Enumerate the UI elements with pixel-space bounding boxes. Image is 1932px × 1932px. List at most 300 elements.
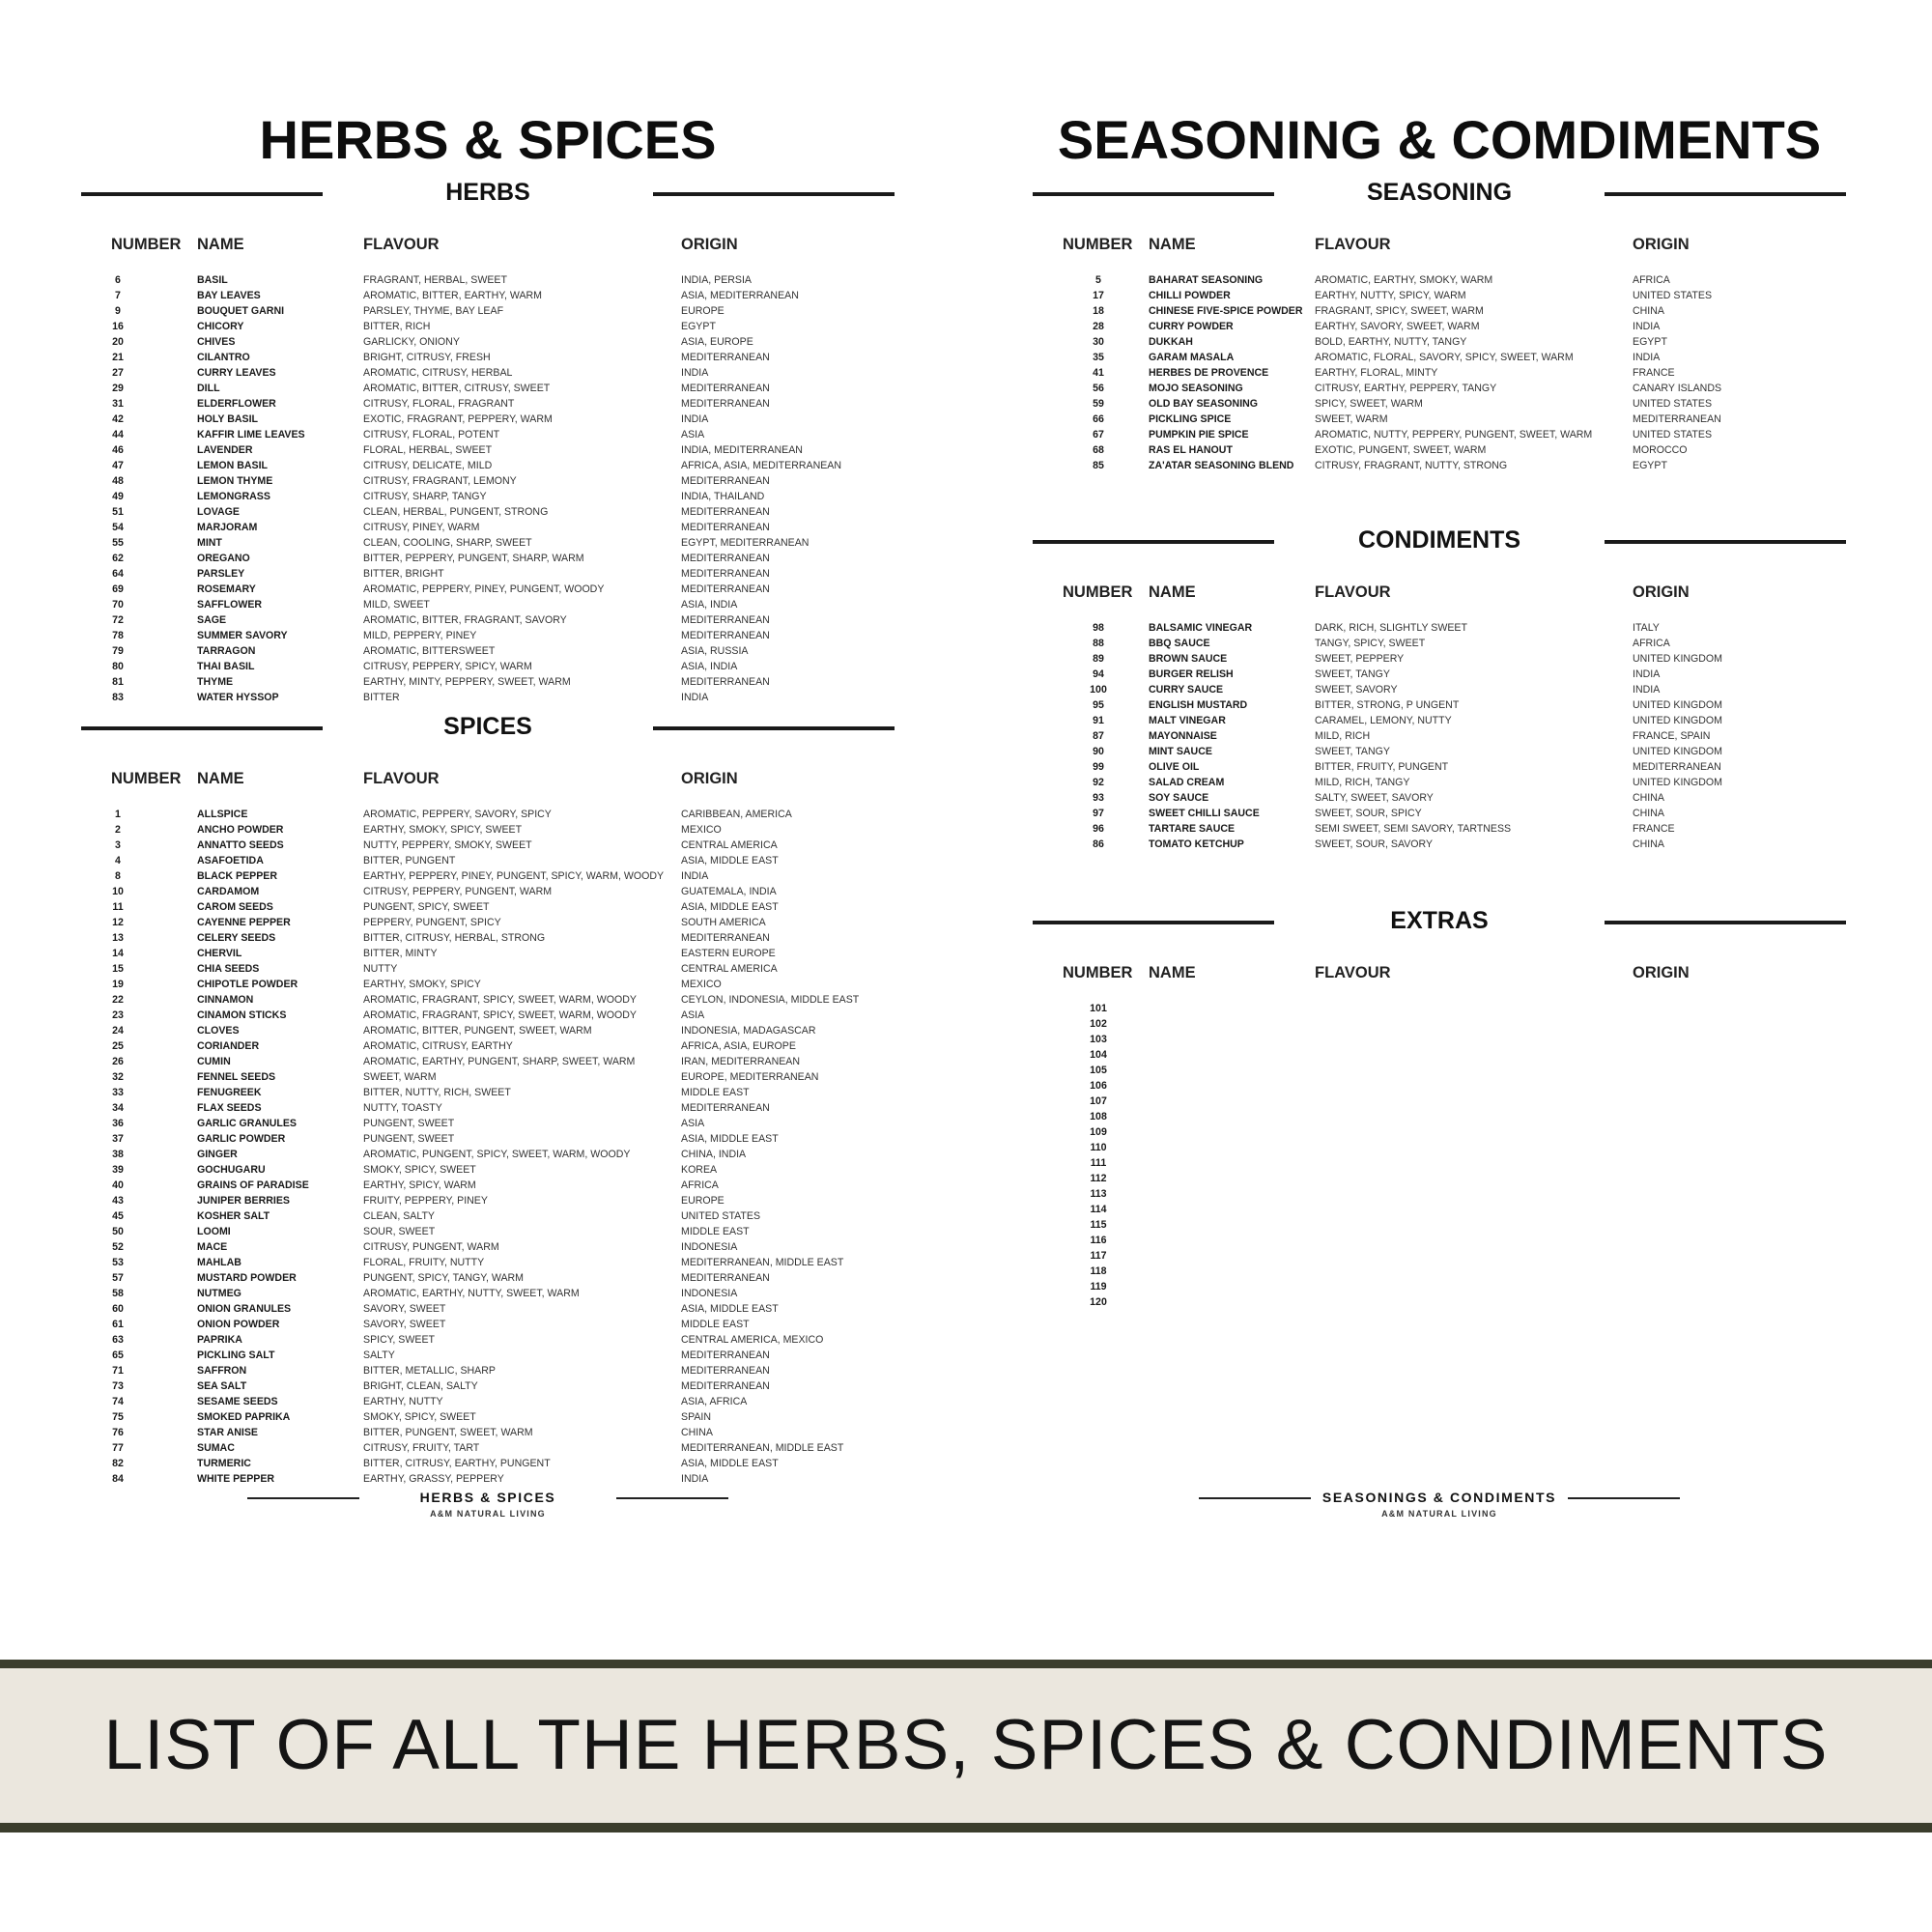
divider-line: [616, 1497, 728, 1499]
row-name: PICKLING SPICE: [1149, 413, 1232, 425]
row-flavour: BITTER, CITRUSY, EARTHY, PUNGENT: [363, 1458, 551, 1469]
row-origin: INDIA, PERSIA: [681, 274, 752, 286]
row-name: LEMONGRASS: [197, 491, 270, 502]
row-number: 52: [112, 1241, 124, 1253]
footer-title: HERBS & SPICES: [419, 1490, 556, 1505]
row-name: TOMATO KETCHUP: [1149, 838, 1244, 850]
row-flavour: CITRUSY, FRAGRANT, NUTTY, STRONG: [1315, 460, 1508, 471]
table-row: [68, 1008, 908, 1023]
row-flavour: SAVORY, SWEET: [363, 1319, 446, 1330]
row-number: 84: [112, 1473, 124, 1485]
row-origin: ASIA, EUROPE: [681, 336, 753, 348]
row-number: 101: [1090, 1003, 1107, 1014]
section-title-spices: SPICES: [443, 713, 532, 740]
row-name: SAGE: [197, 614, 227, 626]
row-number: 37: [112, 1133, 124, 1145]
row-name: SALAD CREAM: [1149, 777, 1225, 788]
row-flavour: AROMATIC, BITTER, PUNGENT, SWEET, WARM: [363, 1025, 592, 1037]
row-number: 62: [112, 553, 124, 564]
row-name: FLAX SEEDS: [197, 1102, 262, 1114]
table-row: [68, 1100, 908, 1116]
column-header-flavour: FLAVOUR: [1315, 583, 1391, 601]
row-number: 22: [112, 994, 124, 1006]
row-number: 48: [112, 475, 124, 487]
row-origin: SPAIN: [681, 1411, 712, 1423]
row-number: 46: [112, 444, 124, 456]
row-name: CURRY POWDER: [1149, 321, 1234, 332]
row-number: 98: [1093, 622, 1104, 634]
column-headers: [1019, 958, 1860, 987]
row-flavour: AROMATIC, BITTER, CITRUSY, SWEET: [363, 383, 551, 394]
row-number: 36: [112, 1118, 124, 1129]
row-name: BURGER RELISH: [1149, 668, 1234, 680]
row-flavour: CARAMEL, LEMONY, NUTTY: [1315, 715, 1452, 726]
row-origin: CEYLON, INDONESIA, MIDDLE EAST: [681, 994, 860, 1006]
row-number: 44: [112, 429, 124, 440]
row-name: CLOVES: [197, 1025, 240, 1037]
row-name: STAR ANISE: [197, 1427, 258, 1438]
row-number: 96: [1093, 823, 1104, 835]
row-origin: FRANCE, SPAIN: [1633, 730, 1711, 742]
table-row: [68, 350, 908, 365]
row-origin: ASIA, MIDDLE EAST: [681, 1303, 779, 1315]
row-flavour: TANGY, SPICY, SWEET: [1315, 638, 1426, 649]
table-row: [68, 272, 908, 288]
row-number: 18: [1093, 305, 1104, 317]
row-flavour: CITRUSY, PEPPERY, PUNGENT, WARM: [363, 886, 553, 897]
row-number: 26: [112, 1056, 124, 1067]
row-flavour: BITTER, PUNGENT: [363, 855, 456, 867]
row-name: ANCHO POWDER: [197, 824, 284, 836]
table-row: [68, 1456, 908, 1471]
table-row: [1019, 806, 1860, 821]
row-name: SUMMER SAVORY: [197, 630, 288, 641]
row-origin: INDIA: [681, 692, 709, 703]
table-row: [68, 551, 908, 566]
row-number: 76: [112, 1427, 124, 1438]
row-origin: ASIA, AFRICA: [681, 1396, 748, 1407]
row-number: 108: [1090, 1111, 1107, 1122]
table-row: [1019, 620, 1860, 636]
row-number: 47: [112, 460, 124, 471]
row-origin: MEDITERRANEAN: [681, 352, 770, 363]
row-name: PAPRIKA: [197, 1334, 242, 1346]
row-name: CAROM SEEDS: [197, 901, 273, 913]
row-origin: MEDITERRANEAN: [681, 475, 770, 487]
row-flavour: SOUR, SWEET: [363, 1226, 436, 1237]
row-flavour: BITTER, MINTY: [363, 948, 438, 959]
row-flavour: AROMATIC, PUNGENT, SPICY, SWEET, WARM, WOODY: [363, 1149, 631, 1160]
row-number: 72: [112, 614, 124, 626]
row-flavour: NUTTY, PEPPERY, SMOKY, SWEET: [363, 839, 532, 851]
row-flavour: SWEET, WARM: [1315, 413, 1388, 425]
row-origin: UNITED KINGDOM: [1633, 777, 1722, 788]
row-flavour: MILD, RICH: [1315, 730, 1371, 742]
row-flavour: SEMI SWEET, SEMI SAVORY, TARTNESS: [1315, 823, 1512, 835]
table-row: [68, 977, 908, 992]
row-number: 3: [115, 839, 121, 851]
row-number: 15: [112, 963, 124, 975]
row-origin: MEDITERRANEAN: [681, 553, 770, 564]
row-flavour: SPICY, SWEET: [363, 1334, 435, 1346]
table-row: [68, 1255, 908, 1270]
row-name: SAFFRON: [197, 1365, 247, 1377]
row-origin: ASIA, RUSSIA: [681, 645, 749, 657]
table-row: [1019, 667, 1860, 682]
row-number: 87: [1093, 730, 1104, 742]
row-name: MINT: [197, 537, 222, 549]
section-title-seasoning: SEASONING: [1366, 179, 1513, 206]
row-flavour: AROMATIC, FRAGRANT, SPICY, SWEET, WARM, WOODY: [363, 994, 637, 1006]
table-row: [1019, 1294, 1860, 1310]
row-origin: CENTRAL AMERICA, MEXICO: [681, 1334, 824, 1346]
row-number: 102: [1090, 1018, 1107, 1030]
row-origin: AFRICA: [1633, 274, 1670, 286]
row-origin: MIDDLE EAST: [681, 1226, 750, 1237]
row-flavour: BITTER, NUTTY, RICH, SWEET: [363, 1087, 511, 1098]
column-header-name: NAME: [1149, 964, 1196, 981]
row-flavour: CITRUSY, PUNGENT, WARM: [363, 1241, 499, 1253]
row-number: 91: [1093, 715, 1104, 726]
row-name: BLACK PEPPER: [197, 870, 277, 882]
table-row: [1019, 1279, 1860, 1294]
row-flavour: EARTHY, SAVORY, SWEET, WARM: [1315, 321, 1480, 332]
table-row: [68, 1239, 908, 1255]
row-name: TURMERIC: [197, 1458, 251, 1469]
row-number: 88: [1093, 638, 1104, 649]
row-number: 1: [115, 809, 121, 820]
table-row: [68, 1270, 908, 1286]
row-name: JUNIPER BERRIES: [197, 1195, 290, 1207]
row-name: MALT VINEGAR: [1149, 715, 1226, 726]
table-row: [68, 381, 908, 396]
row-flavour: EARTHY, NUTTY, SPICY, WARM: [1315, 290, 1466, 301]
row-name: CHIVES: [197, 336, 236, 348]
row-number: 9: [115, 305, 121, 317]
table-row: [1019, 713, 1860, 728]
table-row: [1019, 1217, 1860, 1233]
row-name: ROSEMARY: [197, 583, 256, 595]
row-origin: EGYPT: [1633, 460, 1667, 471]
row-flavour: AROMATIC, BITTERSWEET: [363, 645, 496, 657]
row-number: 10: [112, 886, 124, 897]
row-flavour: SALTY, SWEET, SAVORY: [1315, 792, 1434, 804]
row-number: 54: [112, 522, 124, 533]
row-name: THYME: [197, 676, 234, 688]
row-flavour: BITTER, METALLIC, SHARP: [363, 1365, 496, 1377]
table-row: [68, 946, 908, 961]
row-number: 68: [1093, 444, 1104, 456]
row-origin: EGYPT, MEDITERRANEAN: [681, 537, 810, 549]
row-origin: MEDITERRANEAN: [681, 1272, 770, 1284]
table-row: [1019, 272, 1860, 288]
table-row: [1019, 651, 1860, 667]
row-number: 42: [112, 413, 124, 425]
row-origin: UNITED KINGDOM: [1633, 653, 1722, 665]
row-name: CORIANDER: [197, 1040, 260, 1052]
row-origin: MEDITERRANEAN: [1633, 413, 1721, 425]
row-name: CHIPOTLE POWDER: [197, 979, 298, 990]
row-flavour: FLORAL, FRUITY, NUTTY: [363, 1257, 485, 1268]
row-name: ONION POWDER: [197, 1319, 280, 1330]
column-header-flavour: FLAVOUR: [363, 770, 440, 787]
row-number: 120: [1090, 1296, 1107, 1308]
row-flavour: NUTTY, TOASTY: [363, 1102, 442, 1114]
row-flavour: SMOKY, SPICY, SWEET: [363, 1164, 476, 1176]
page-title: SEASONING & COMDIMENTS: [1057, 109, 1822, 170]
row-flavour: BITTER: [363, 692, 400, 703]
column-header-origin: ORIGIN: [1633, 236, 1690, 253]
row-origin: INDONESIA, MADAGASCAR: [681, 1025, 816, 1037]
table-row: [68, 319, 908, 334]
table-row: [68, 412, 908, 427]
row-number: 6: [115, 274, 121, 286]
row-number: 73: [112, 1380, 124, 1392]
table-row: [68, 1147, 908, 1162]
table-row: [68, 930, 908, 946]
table-row: [1019, 1032, 1860, 1047]
row-number: 66: [1093, 413, 1104, 425]
row-origin: INDIA, MEDITERRANEAN: [681, 444, 803, 456]
table-row: [68, 1409, 908, 1425]
row-number: 59: [1093, 398, 1104, 410]
table-row: [1019, 1124, 1860, 1140]
row-origin: FRANCE: [1633, 367, 1675, 379]
row-name: MUSTARD POWDER: [197, 1272, 297, 1284]
row-flavour: CITRUSY, FLORAL, POTENT: [363, 429, 500, 440]
column-headers: [1019, 578, 1860, 607]
spices-section: [68, 708, 908, 1487]
row-flavour: SWEET, TANGY: [1315, 746, 1390, 757]
row-number: 25: [112, 1040, 124, 1052]
herbs-table: [68, 272, 908, 705]
row-name: ZA'ATAR SEASONING BLEND: [1149, 460, 1294, 471]
row-name: MOJO SEASONING: [1149, 383, 1243, 394]
row-name: BBQ SAUCE: [1149, 638, 1210, 649]
row-origin: MEDITERRANEAN: [681, 506, 770, 518]
table-row: [68, 1286, 908, 1301]
row-flavour: EARTHY, NUTTY: [363, 1396, 443, 1407]
table-row: [1019, 1233, 1860, 1248]
row-flavour: EARTHY, PEPPERY, PINEY, PUNGENT, SPICY, WARM, WOODY: [363, 870, 665, 882]
row-flavour: EXOTIC, FRAGRANT, PEPPERY, WARM: [363, 413, 553, 425]
herbs-spices-page: [68, 0, 908, 1519]
row-name: LOOMI: [197, 1226, 231, 1237]
table-row: [1019, 1094, 1860, 1109]
row-origin: ASIA, MEDITERRANEAN: [681, 290, 799, 301]
table-row: [1019, 1155, 1860, 1171]
row-flavour: CITRUSY, DELICATE, MILD: [363, 460, 493, 471]
row-origin: CENTRAL AMERICA: [681, 963, 778, 975]
row-origin: MEDITERRANEAN: [681, 614, 770, 626]
row-name: KOSHER SALT: [197, 1210, 270, 1222]
table-row: [68, 961, 908, 977]
row-name: SWEET CHILLI SAUCE: [1149, 808, 1260, 819]
row-name: MARJORAM: [197, 522, 258, 533]
table-row: [68, 396, 908, 412]
table-row: [68, 1069, 908, 1085]
table-row: [68, 992, 908, 1008]
row-number: 111: [1090, 1157, 1107, 1169]
row-origin: INDIA, THAILAND: [681, 491, 765, 502]
row-name: CHIA SEEDS: [197, 963, 260, 975]
row-origin: ASIA: [681, 1009, 705, 1021]
row-name: NUTMEG: [197, 1288, 242, 1299]
row-flavour: BITTER, CITRUSY, HERBAL, STRONG: [363, 932, 546, 944]
row-origin: ASIA, MIDDLE EAST: [681, 1133, 779, 1145]
row-flavour: SMOKY, SPICY, SWEET: [363, 1411, 476, 1423]
row-name: SUMAC: [197, 1442, 235, 1454]
row-name: OREGANO: [197, 553, 250, 564]
row-number: 90: [1093, 746, 1104, 757]
table-row: [68, 1085, 908, 1100]
row-number: 13: [112, 932, 124, 944]
row-flavour: AROMATIC, CITRUSY, HERBAL: [363, 367, 513, 379]
row-origin: MEDITERRANEAN: [681, 1102, 770, 1114]
row-name: FENUGREEK: [197, 1087, 262, 1098]
herbs-section: [68, 174, 908, 705]
extras-section: [1019, 902, 1860, 1310]
row-origin: EGYPT: [1633, 336, 1667, 348]
row-number: 95: [1093, 699, 1104, 711]
table-row: [68, 1378, 908, 1394]
column-headers: [68, 230, 908, 259]
table-row: [1019, 1109, 1860, 1124]
table-row: [1019, 442, 1860, 458]
row-origin: MEDITERRANEAN: [681, 383, 770, 394]
row-origin: AFRICA: [1633, 638, 1670, 649]
row-name: ONION GRANULES: [197, 1303, 292, 1315]
row-flavour: SALTY: [363, 1350, 395, 1361]
table-row: [1019, 837, 1860, 852]
table-row: [68, 1317, 908, 1332]
row-origin: INDONESIA: [681, 1241, 738, 1253]
row-origin: EASTERN EUROPE: [681, 948, 776, 959]
row-origin: KOREA: [681, 1164, 718, 1176]
row-name: CINAMON STICKS: [197, 1009, 287, 1021]
row-flavour: EARTHY, SMOKY, SPICY: [363, 979, 481, 990]
row-origin: CENTRAL AMERICA: [681, 839, 778, 851]
row-flavour: SWEET, TANGY: [1315, 668, 1390, 680]
row-origin: CHINA: [1633, 838, 1664, 850]
row-origin: EUROPE: [681, 1195, 724, 1207]
seasoning-table: [1019, 272, 1860, 473]
row-number: 20: [112, 336, 124, 348]
row-flavour: CITRUSY, FRAGRANT, LEMONY: [363, 475, 517, 487]
row-number: 99: [1093, 761, 1104, 773]
row-origin: FRANCE: [1633, 823, 1675, 835]
row-origin: UNITED STATES: [1633, 429, 1713, 440]
row-number: 61: [112, 1319, 124, 1330]
row-origin: CHINA: [681, 1427, 713, 1438]
table-row: [1019, 1063, 1860, 1078]
column-header-origin: ORIGIN: [681, 236, 738, 253]
row-origin: IRAN, MEDITERRANEAN: [681, 1056, 801, 1067]
table-row: [68, 1116, 908, 1131]
row-flavour: MILD, PEPPERY, PINEY: [363, 630, 477, 641]
table-row: [68, 520, 908, 535]
table-row: [68, 612, 908, 628]
row-flavour: AROMATIC, PEPPERY, SAVORY, SPICY: [363, 809, 552, 820]
row-origin: CHINA: [1633, 792, 1664, 804]
row-name: BOUQUET GARNI: [197, 305, 285, 317]
row-name: SAFFLOWER: [197, 599, 263, 611]
table-row: [1019, 744, 1860, 759]
row-flavour: EARTHY, GRASSY, PEPPERY: [363, 1473, 504, 1485]
row-name: PICKLING SALT: [197, 1350, 275, 1361]
row-name: LEMON BASIL: [197, 460, 268, 471]
row-origin: INDONESIA: [681, 1288, 738, 1299]
row-number: 83: [112, 692, 124, 703]
column-header-origin: ORIGIN: [1633, 583, 1690, 601]
table-row: [1019, 728, 1860, 744]
page-title: HERBS & SPICES: [259, 109, 717, 170]
seasoning-section: [1019, 174, 1860, 473]
row-name: KAFFIR LIME LEAVES: [197, 429, 305, 440]
row-flavour: AROMATIC, BITTER, EARTHY, WARM: [363, 290, 543, 301]
row-number: 40: [112, 1179, 124, 1191]
table-row: [68, 1193, 908, 1208]
table-row: [1019, 1047, 1860, 1063]
row-origin: ITALY: [1633, 622, 1660, 634]
table-row: [68, 489, 908, 504]
condiments-table: [1019, 620, 1860, 852]
table-row: [68, 566, 908, 582]
banner-border-top: [0, 1660, 1932, 1668]
row-flavour: CITRUSY, PINEY, WARM: [363, 522, 480, 533]
table-row: [1019, 682, 1860, 697]
row-origin: CHINA: [1633, 305, 1664, 317]
table-row: [68, 853, 908, 868]
column-header-number: NUMBER: [1063, 236, 1133, 253]
row-origin: CARIBBEAN, AMERICA: [681, 809, 792, 820]
row-origin: ASIA, INDIA: [681, 599, 738, 611]
row-name: THAI BASIL: [197, 661, 255, 672]
table-row: [1019, 790, 1860, 806]
row-origin: GUATEMALA, INDIA: [681, 886, 777, 897]
row-number: 109: [1090, 1126, 1107, 1138]
row-origin: ASIA, MIDDLE EAST: [681, 855, 779, 867]
column-header-origin: ORIGIN: [1633, 964, 1690, 981]
table-row: [68, 690, 908, 705]
row-origin: INDIA: [1633, 352, 1661, 363]
row-name: GRAINS OF PARADISE: [197, 1179, 309, 1191]
extras-table: [1019, 1001, 1860, 1310]
column-header-flavour: FLAVOUR: [1315, 236, 1391, 253]
table-row: [68, 868, 908, 884]
row-flavour: PUNGENT, SPICY, TANGY, WARM: [363, 1272, 525, 1284]
table-row: [1019, 697, 1860, 713]
row-number: 79: [112, 645, 124, 657]
row-number: 41: [1093, 367, 1104, 379]
table-row: [68, 838, 908, 853]
row-name: ANNATTO SEEDS: [197, 839, 284, 851]
row-flavour: CLEAN, SALTY: [363, 1210, 435, 1222]
row-number: 23: [112, 1009, 124, 1021]
footer-title: SEASONINGS & CONDIMENTS: [1321, 1490, 1557, 1505]
row-number: 69: [112, 583, 124, 595]
page-footer: [1019, 1486, 1860, 1520]
row-number: 33: [112, 1087, 124, 1098]
table-row: [68, 1038, 908, 1054]
row-flavour: MILD, SWEET: [363, 599, 430, 611]
row-name: OLIVE OIL: [1149, 761, 1200, 773]
table-row: [1019, 759, 1860, 775]
row-flavour: BRIGHT, CITRUSY, FRESH: [363, 352, 491, 363]
row-number: 92: [1093, 777, 1104, 788]
row-name: CINNAMON: [197, 994, 254, 1006]
section-title-extras: EXTRAS: [1390, 907, 1489, 934]
